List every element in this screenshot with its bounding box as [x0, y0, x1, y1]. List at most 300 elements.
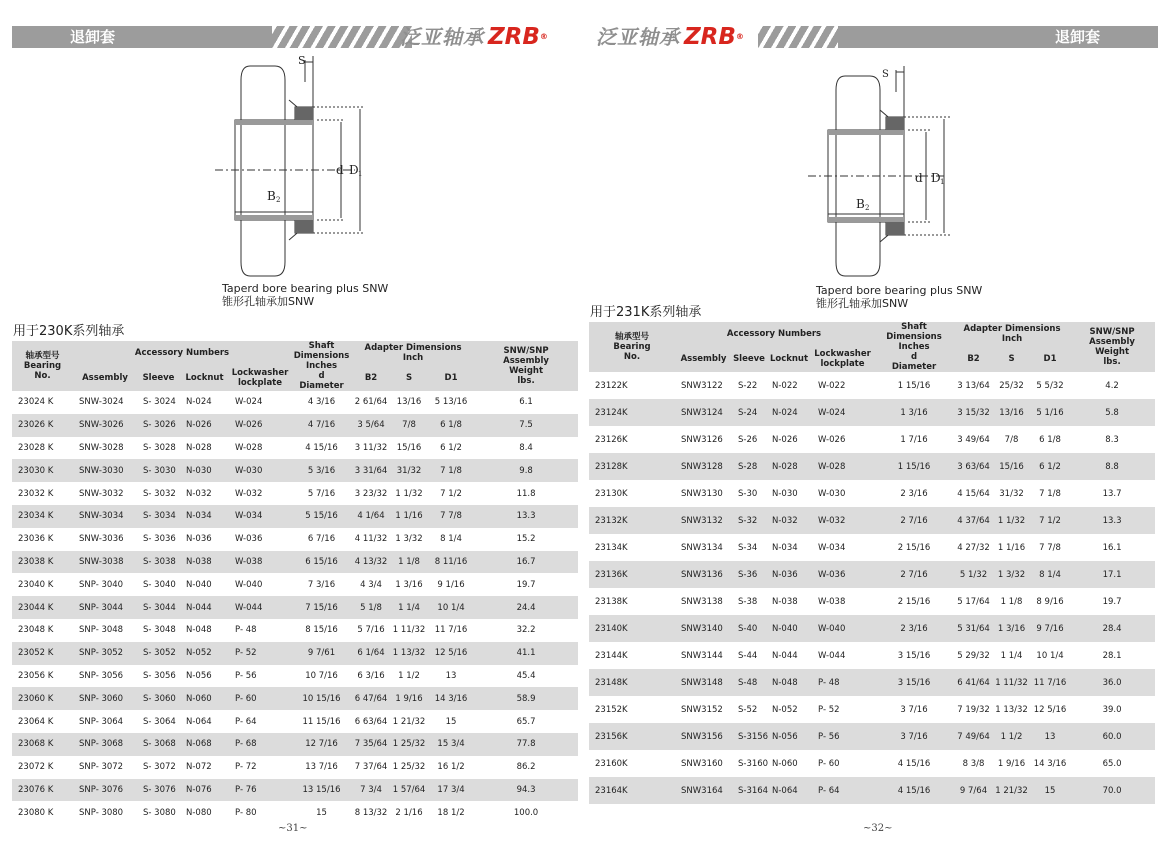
cell-shaft: 7 15/16: [291, 596, 352, 619]
cell-weight: 65.7: [516, 716, 536, 727]
cell-shaft: 2 7/16: [873, 507, 955, 534]
cell-b2: 4 27/32: [957, 542, 990, 553]
cell-shaft: 3 15/16: [897, 650, 931, 661]
cell-shaft: 5 7/16: [307, 488, 336, 499]
cell-weight: 60.0: [1069, 723, 1155, 750]
cell-sleeve: S-34: [738, 542, 758, 553]
th-r-bearing: [589, 322, 675, 372]
cell-lockwasher: W-026: [229, 414, 291, 437]
cell-locknut: N-032: [186, 488, 212, 499]
cell-bearing: 23060 K: [12, 687, 73, 710]
cell-sleeve: S- 3024: [143, 397, 176, 408]
th-r-shaft-4: Diameter: [891, 362, 937, 372]
cell-lockwasher: W-024: [235, 397, 263, 408]
th-lockwasher-1: Lockwasher: [231, 368, 289, 379]
cell-assembly: SNP- 3044: [73, 596, 137, 619]
cell-locknut: N-060: [180, 687, 229, 710]
table-row: [12, 528, 578, 551]
cell-weight: 36.0: [1069, 669, 1155, 696]
cell-shaft: 4 3/16: [307, 397, 336, 408]
cell-b2: 3 15/32: [955, 399, 992, 426]
table-row: [12, 710, 578, 733]
cell-s: 1 3/32: [992, 561, 1031, 588]
cell-locknut: N-028: [766, 453, 812, 480]
cell-lockwasher: P- 52: [229, 642, 291, 665]
cell-shaft: 2 7/16: [873, 561, 955, 588]
cell-d1: 11 7/16: [434, 625, 468, 636]
cell-assembly: SNW3152: [681, 704, 723, 715]
cell-b2: 3 49/64: [957, 434, 990, 445]
cell-locknut: N-036: [766, 561, 812, 588]
cell-assembly: SNP- 3080: [79, 807, 124, 818]
th-shaft-3: d: [318, 371, 325, 381]
cell-weight: 86.2: [516, 762, 536, 773]
cell-lockwasher: W-024: [812, 399, 873, 426]
cell-bearing: 23024 K: [18, 397, 54, 408]
caption-left-cn: 锥形孔轴承加SNW: [222, 295, 315, 308]
cell-b2: 7 37/64: [354, 762, 388, 773]
cell-bearing: 23048 K: [18, 625, 54, 636]
cell-bearing: 23144K: [595, 650, 628, 661]
cell-assembly: SNW-3030: [73, 459, 137, 482]
bearing-diagram-left: [205, 52, 385, 277]
cell-shaft: 5 3/16: [291, 459, 352, 482]
cell-sleeve: S- 3060: [137, 687, 180, 710]
caption-left-en: Taperd bore bearing plus SNW: [222, 282, 389, 295]
cell-d1: 8 1/4: [1031, 561, 1069, 588]
cell-assembly: SNW3148: [675, 669, 732, 696]
cell-shaft: 5 15/16: [291, 505, 352, 528]
cell-b2: 4 1/64: [352, 505, 390, 528]
th-r-adapter-2: Inch: [1001, 334, 1023, 345]
cell-weight: 65.0: [1102, 758, 1122, 769]
cell-bearing: 23124K: [589, 399, 675, 426]
cell-d1: 7 1/8: [1039, 488, 1061, 499]
cell-bearing: 23148K: [589, 669, 675, 696]
cell-bearing: 23128K: [589, 453, 675, 480]
cell-locknut: N-064: [766, 777, 812, 804]
cell-sleeve: S- 3040: [143, 579, 176, 590]
cell-weight: 9.8: [474, 459, 578, 482]
cell-d1: 8 9/16: [1036, 596, 1064, 607]
cell-bearing: 23136K: [589, 561, 675, 588]
diagram-b2-sub: 2: [276, 196, 281, 204]
cell-s: 7/8: [390, 414, 428, 437]
cell-lockwasher: P- 76: [229, 779, 291, 802]
cell-weight: 5.8: [1069, 399, 1155, 426]
brand-cn-2: 泛亚轴承: [596, 25, 680, 49]
cell-sleeve: S-22: [738, 380, 758, 391]
cell-shaft: 1 7/16: [900, 434, 928, 445]
cell-d1: 10 1/4: [428, 596, 474, 619]
cell-b2: 4 3/4: [360, 579, 382, 590]
th-r-lockwasher: [812, 346, 873, 372]
th-lockwasher-2: lockplate: [238, 378, 283, 389]
cell-lockwasher: W-038: [818, 596, 846, 607]
cell-locknut: N-048: [766, 669, 812, 696]
cell-locknut: N-034: [180, 505, 229, 528]
cell-b2: 2 61/64: [354, 397, 388, 408]
cell-sleeve: S- 3028: [143, 442, 176, 453]
cell-s: 1 3/16: [992, 615, 1031, 642]
diagram-right-s-label: S: [882, 69, 889, 80]
cell-shaft: 2 3/16: [900, 488, 928, 499]
cell-lockwasher: W-044: [818, 650, 846, 661]
diagram-s-label: S: [298, 54, 306, 67]
table-row: [12, 756, 578, 779]
cell-weight: 94.3: [474, 779, 578, 802]
cell-lockwasher: P- 64: [812, 777, 873, 804]
cell-bearing: 23052 K: [12, 642, 73, 665]
cell-weight: 13.3: [474, 505, 578, 528]
cell-assembly: SNW3126: [681, 434, 723, 445]
cell-sleeve: S- 3044: [137, 596, 180, 619]
cell-b2: 3 13/64: [957, 380, 990, 391]
cell-shaft: 4 15/16: [897, 758, 931, 769]
cell-b2: 3 31/64: [352, 459, 390, 482]
table-row: [589, 669, 1155, 696]
cell-s: 1 11/32: [992, 669, 1031, 696]
cell-s: 1 1/16: [997, 542, 1026, 553]
cell-locknut: N-044: [772, 650, 798, 661]
cell-b2: 5 17/64: [957, 596, 990, 607]
cell-bearing: 23134K: [595, 542, 628, 553]
spec-table-left-body: [12, 391, 578, 824]
cell-assembly: SNP- 3056: [79, 670, 124, 681]
cell-lockwasher: W-040: [812, 615, 873, 642]
brand-zrb-1: ZRB: [488, 24, 540, 50]
th-b2: B2: [352, 365, 390, 391]
th-weight-2: Assembly: [503, 356, 549, 366]
cell-shaft: 8 15/16: [305, 625, 338, 636]
caption-left: [222, 282, 388, 308]
brand-zrb-2: ZRB: [684, 24, 736, 50]
cell-shaft: 13 15/16: [291, 779, 352, 802]
cell-b2: 7 35/64: [352, 733, 390, 756]
cell-b2: 8 13/32: [354, 807, 388, 818]
cell-s: 15/16: [396, 442, 422, 453]
cell-s: 31/32: [999, 488, 1024, 499]
cell-locknut: N-024: [186, 397, 212, 408]
cell-d1: 13: [1031, 723, 1069, 750]
cell-s: 1 1/32: [992, 507, 1031, 534]
cell-bearing: 23138K: [595, 596, 628, 607]
cell-weight: 6.1: [519, 397, 533, 408]
cell-shaft: 15: [316, 807, 327, 818]
cell-b2: 7 3/4: [352, 779, 390, 802]
cell-sleeve: S-28: [732, 453, 766, 480]
cell-s: 1 11/32: [392, 625, 426, 636]
cell-d1: 7 1/2: [440, 488, 462, 499]
table-row: [12, 779, 578, 802]
th-r-lockwasher-1: Lockwasher: [814, 349, 871, 360]
spec-table-right: [589, 322, 1155, 804]
series-title-right: 用于231K系列轴承: [590, 305, 702, 320]
cell-assembly: SNW3144: [681, 650, 723, 661]
cell-lockwasher: W-032: [235, 488, 263, 499]
cell-b2: 8 3/8: [962, 758, 985, 769]
cell-assembly: SNW3122: [681, 380, 723, 391]
cell-assembly: SNW-3026: [73, 414, 137, 437]
cell-d1: 8 11/16: [428, 551, 474, 574]
th-r-adapter-1: Adapter Dimensions: [963, 324, 1061, 335]
cell-locknut: N-044: [180, 596, 229, 619]
table-row: [12, 665, 578, 688]
cell-b2: 5 1/32: [955, 561, 992, 588]
cell-sleeve: S-26: [738, 434, 758, 445]
cell-d1: 5 5/32: [1036, 380, 1064, 391]
spec-table-left: [12, 341, 578, 824]
th-adapter-1: Adapter Dimensions: [364, 343, 462, 354]
table-row: [12, 437, 578, 460]
cell-weight: 39.0: [1102, 704, 1122, 715]
cell-d1: 15 3/4: [428, 733, 474, 756]
cell-bearing: 23132K: [589, 507, 675, 534]
brand-logo-2: [596, 23, 744, 51]
table-row: [12, 596, 578, 619]
table-row: [589, 561, 1155, 588]
cell-assembly: SNP- 3068: [73, 733, 137, 756]
cell-weight: 17.1: [1069, 561, 1155, 588]
cell-d1: 18 1/2: [437, 807, 465, 818]
cell-s: 1 57/64: [390, 779, 428, 802]
cell-sleeve: S- 3026: [137, 414, 180, 437]
cell-sleeve: S- 3034: [137, 505, 180, 528]
table-row: [589, 642, 1155, 669]
cell-bearing: 23140K: [589, 615, 675, 642]
cell-s: 13/16: [396, 397, 422, 408]
cell-locknut: N-028: [186, 442, 212, 453]
cell-bearing: 23026 K: [12, 414, 73, 437]
th-weight-4: lbs.: [517, 376, 535, 386]
cell-locknut: N-034: [772, 542, 798, 553]
cell-sleeve: S- 3068: [137, 733, 180, 756]
th-lockwasher: [229, 365, 291, 391]
cell-locknut: N-036: [186, 534, 212, 545]
cell-shaft: 4 7/16: [291, 414, 352, 437]
cell-assembly: SNW3160: [681, 758, 723, 769]
cell-lockwasher: P- 68: [229, 733, 291, 756]
cell-weight: 11.8: [516, 488, 536, 499]
cell-lockwasher: W-022: [818, 380, 846, 391]
cell-bearing: 23032 K: [18, 488, 54, 499]
cell-locknut: N-072: [186, 762, 212, 773]
cell-sleeve: S-24: [732, 399, 766, 426]
cell-locknut: N-048: [186, 625, 212, 636]
th-r-shaft: [873, 322, 955, 372]
table-row: [12, 619, 578, 642]
cell-shaft: 4 15/16: [305, 442, 338, 453]
cell-assembly: SNP- 3072: [79, 762, 124, 773]
cell-assembly: SNW-3024: [79, 397, 124, 408]
cell-lockwasher: W-036: [812, 561, 873, 588]
cell-weight: 28.4: [1069, 615, 1155, 642]
cell-b2: 3 11/32: [354, 442, 388, 453]
cell-bearing: 23028 K: [18, 442, 54, 453]
cell-sleeve: S-52: [738, 704, 758, 715]
cell-assembly: SNW3134: [681, 542, 723, 553]
cell-bearing: 23164K: [589, 777, 675, 804]
table-row: [12, 733, 578, 756]
th-accessory: Accessory Numbers: [73, 341, 291, 365]
diagram-d1-label: D: [349, 163, 359, 177]
th-r-adapter: [955, 322, 1069, 346]
cell-assembly: SNW3128: [675, 453, 732, 480]
cell-s: 1 1/2: [398, 670, 420, 681]
cell-sleeve: S-30: [738, 488, 758, 499]
cell-d1: 6 1/8: [428, 414, 474, 437]
cell-b2: 5 31/64: [955, 615, 992, 642]
brand-logo-1: [400, 23, 548, 51]
cell-sleeve: S- 3080: [143, 807, 176, 818]
cell-b2: 5 29/32: [957, 650, 990, 661]
caption-right: [816, 284, 982, 310]
cell-shaft: 3 7/16: [900, 704, 928, 715]
cell-assembly: SNP- 3060: [73, 687, 137, 710]
cell-assembly: SNW-3028: [79, 442, 124, 453]
th-shaft: [291, 341, 352, 391]
brand-cn-1: 泛亚轴承: [400, 25, 484, 49]
cell-b2: 3 5/64: [352, 414, 390, 437]
th-r-accessory: Accessory Numbers: [675, 322, 873, 346]
cell-lockwasher: W-032: [812, 507, 873, 534]
table-row: [12, 391, 578, 414]
cell-weight: 7.5: [474, 414, 578, 437]
cell-d1: 13: [445, 670, 457, 681]
cell-weight: 77.8: [474, 733, 578, 756]
cell-lockwasher: P- 80: [235, 807, 257, 818]
cell-b2: 4 15/64: [957, 488, 990, 499]
cell-locknut: N-022: [772, 380, 798, 391]
th-r-weight: [1069, 322, 1155, 372]
cell-locknut: N-080: [186, 807, 212, 818]
cell-d1: 8 1/4: [440, 534, 462, 545]
cell-weight: 15.2: [516, 534, 536, 545]
th-r-weight-2: Assembly: [1089, 337, 1135, 347]
cell-s: 1 9/16: [997, 758, 1026, 769]
cell-s: 1 25/32: [390, 733, 428, 756]
th-shaft-2: Inches: [305, 361, 338, 371]
cell-s: 1 9/16: [390, 687, 428, 710]
cell-locknut: N-030: [772, 488, 798, 499]
cell-d1: 14 3/16: [1033, 758, 1067, 769]
th-s: S: [390, 365, 428, 391]
cell-assembly: SNW3124: [675, 399, 732, 426]
cell-locknut: N-064: [186, 716, 212, 727]
cell-weight: 13.3: [1069, 507, 1155, 534]
cell-s: 7/8: [1004, 434, 1019, 445]
cell-s: 1 1/8: [390, 551, 428, 574]
cell-weight: 8.8: [1069, 453, 1155, 480]
cell-s: 15/16: [992, 453, 1031, 480]
th-r-assembly: Assembly: [675, 346, 732, 372]
cell-d1: 6 1/2: [1031, 453, 1069, 480]
table-row: [589, 453, 1155, 480]
cell-s: 1 1/2: [992, 723, 1031, 750]
header-bar-right: [838, 26, 1158, 48]
cell-s: 1 1/4: [1000, 650, 1023, 661]
cell-d1: 16 1/2: [437, 762, 465, 773]
cell-sleeve: S- 3038: [137, 551, 180, 574]
cell-sleeve: S-44: [738, 650, 758, 661]
table-row: [12, 505, 578, 528]
cell-sleeve: S- 3072: [143, 762, 176, 773]
table-row: [589, 750, 1155, 777]
table-row: [589, 534, 1155, 561]
th-bearing-no: No.: [34, 371, 51, 381]
cell-sleeve: S-3156: [732, 723, 766, 750]
cell-locknut: N-024: [766, 399, 812, 426]
cell-sleeve: S- 3076: [137, 779, 180, 802]
diagram-right-d1-sub: 1: [940, 178, 945, 186]
cell-bearing: 23038 K: [12, 551, 73, 574]
diagram-right-d-label: d: [915, 171, 923, 185]
brand-reg-1: ®: [539, 32, 548, 41]
cell-assembly: SNW3136: [675, 561, 732, 588]
diagram-right-b2-sub: 2: [865, 204, 870, 212]
cell-lockwasher: W-026: [818, 434, 846, 445]
cell-locknut: N-030: [180, 459, 229, 482]
cell-shaft: 10 15/16: [291, 687, 352, 710]
cell-sleeve: S-3160: [738, 758, 769, 769]
page-number-right: ~32~: [863, 823, 893, 834]
cell-weight: 16.7: [474, 551, 578, 574]
cell-bearing: 23160K: [595, 758, 628, 769]
cell-s: 1 13/32: [390, 642, 428, 665]
table-row: [589, 777, 1155, 804]
page-number-left: ~31~: [278, 823, 308, 834]
cell-bearing: 23122K: [595, 380, 628, 391]
cell-weight: 32.2: [516, 625, 536, 636]
cell-assembly: SNP- 3040: [79, 579, 124, 590]
cell-b2: 4 13/32: [352, 551, 390, 574]
cell-locknut: N-060: [772, 758, 798, 769]
cell-d1: 5 1/16: [1031, 399, 1069, 426]
th-shaft-4: Diameter: [299, 381, 344, 391]
cell-lockwasher: P- 60: [818, 758, 840, 769]
cell-assembly: SNP- 3048: [79, 625, 124, 636]
cell-locknut: N-076: [180, 779, 229, 802]
th-r-d1: D1: [1031, 346, 1069, 372]
cell-lockwasher: P- 72: [235, 762, 257, 773]
cell-lockwasher: P- 48: [235, 625, 257, 636]
cell-weight: 19.7: [1102, 596, 1122, 607]
table-row: [589, 723, 1155, 750]
cell-assembly: SNW3138: [681, 596, 723, 607]
cell-locknut: N-026: [772, 434, 798, 445]
cell-d1: 17 3/4: [428, 779, 474, 802]
cell-lockwasher: P- 48: [812, 669, 873, 696]
table-row: [12, 482, 578, 505]
cell-bearing: 23064 K: [18, 716, 54, 727]
cell-assembly: SNW3130: [681, 488, 723, 499]
cell-s: 1 21/32: [992, 777, 1031, 804]
cell-locknut: N-026: [180, 414, 229, 437]
th-r-shaft-2: Inches: [898, 342, 930, 352]
th-bearing: [12, 341, 73, 391]
cell-bearing: 23072 K: [18, 762, 54, 773]
cell-s: 1 13/32: [995, 704, 1028, 715]
cell-b2: 6 41/64: [955, 669, 992, 696]
table-row: [12, 414, 578, 437]
cell-lockwasher: W-030: [818, 488, 846, 499]
cell-b2: 3 63/64: [955, 453, 992, 480]
cell-bearing: 23156K: [589, 723, 675, 750]
th-r-b2: B2: [955, 346, 992, 372]
spec-table-right-body: [589, 372, 1155, 804]
cell-weight: 70.0: [1069, 777, 1155, 804]
th-shaft-1: Shaft Dimensions: [293, 341, 350, 361]
